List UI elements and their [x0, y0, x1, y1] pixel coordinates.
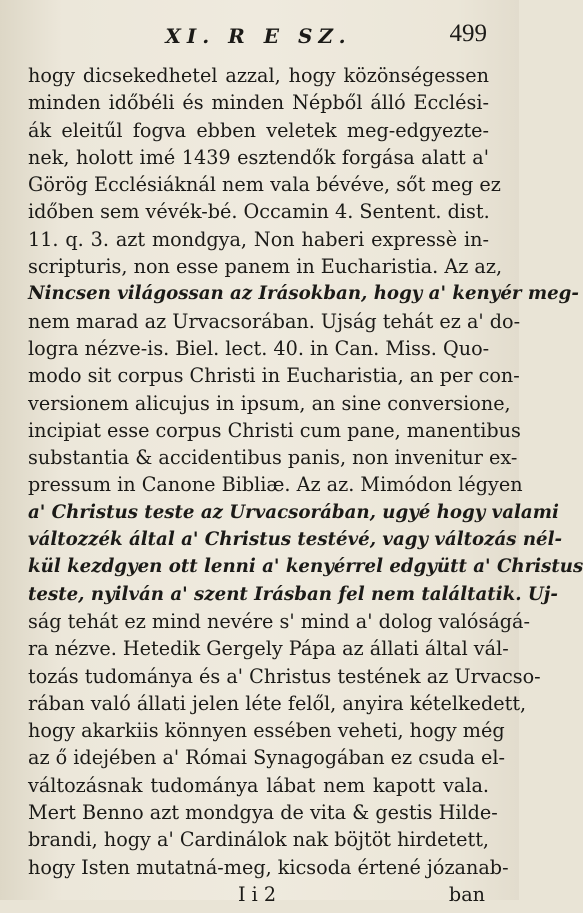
page-header: [28, 18, 489, 58]
text-line: minden időbéli és minden Népből álló Ecclési-: [28, 91, 489, 115]
text-line: kül kezdgyen ott lenni a' kenyérrel edgyütt a' Christus: [28, 556, 583, 578]
text-line: az ő idejében a' Római Synagogában ez csuda el-: [28, 746, 505, 770]
text-line: brandi, hogy a' Cardinálok nak böjtöt hirdetett,: [28, 828, 490, 852]
text-line: időben sem vévék-bé. Occamin 4. Sentent. dist.: [28, 200, 490, 224]
text-line: változásnak tudománya lábat nem kapott vala.: [28, 773, 489, 797]
text-line: Nincsen világossan az Irásokban, hogy a' kenyér meg-: [28, 283, 579, 305]
text-line: 11. q. 3. azt mondgya, Non haberi expressè in-: [28, 227, 489, 251]
text-line: pressum in Canone Bibliæ. Az az. Mimódon légyen: [28, 473, 523, 497]
text-line: incipiat esse corpus Christi cum pane, manentibus: [28, 418, 521, 442]
text-line: versionem alicujus in ipsum, an sine conversione,: [28, 391, 511, 415]
text-line: substantia & accidentibus panis, non invenitur ex-: [28, 446, 518, 470]
page-footer: [28, 883, 489, 913]
text-line: ra nézve. Hetedik Gergely Pápa az állati által vál-: [28, 637, 509, 661]
text-line: Mert Benno azt mondgya de vita & gestis Hilde-: [28, 801, 498, 825]
page-number: 499: [449, 20, 487, 47]
text-line: nem marad az Urvacsorában. Ujság tehát ez a' do-: [28, 309, 521, 333]
body-text: [28, 62, 583, 881]
text-line: rában való állati jelen léte felől, anyira kételkedett,: [28, 691, 527, 715]
signature-mark: I i 2: [238, 882, 277, 906]
text-line: tozás tudománya és a' Christus testének az Urvacso-: [28, 664, 541, 688]
text-line: változzék által a' Christus testévé, vagy változás nél-: [28, 529, 563, 551]
catchword: ban: [448, 882, 485, 906]
text-line: logra nézve-is. Biel. lect. 40. in Can. Miss. Quo-: [28, 336, 490, 360]
text-line: hogy Isten mutatná-meg, kicsoda értené józanab-: [28, 855, 509, 879]
text-line: hogy akarkiis könnyen essében veheti, hogy még: [28, 719, 505, 743]
text-line: scripturis, non esse panem in Eucharistia. Az az,: [28, 255, 503, 279]
text-line: ság tehát ez mind nevére s' mind a' dolog valóságá-: [28, 609, 530, 633]
text-line: modo sit corpus Christi in Eucharistia, an per con-: [28, 364, 520, 388]
text-line: Görög Ecclésiáknál nem vala bévéve, sőt meg ez: [28, 173, 501, 197]
text-line: ák eleitűl fogva ebben veletek meg-edgyezte-: [28, 118, 489, 142]
text-line: hogy dicsekedhetel azzal, hogy közönségessen: [28, 64, 489, 87]
text-line: nek, holott imé 1439 esztendők forgása alatt a': [28, 145, 489, 169]
text-line: teste, nyilván a' szent Irásban fel nem találtatik. Uj-: [28, 583, 558, 605]
running-head: XI. R E SZ.: [165, 24, 352, 48]
text-line: a' Christus teste az Urvacsorában, ugyé hogy valami: [28, 501, 559, 523]
